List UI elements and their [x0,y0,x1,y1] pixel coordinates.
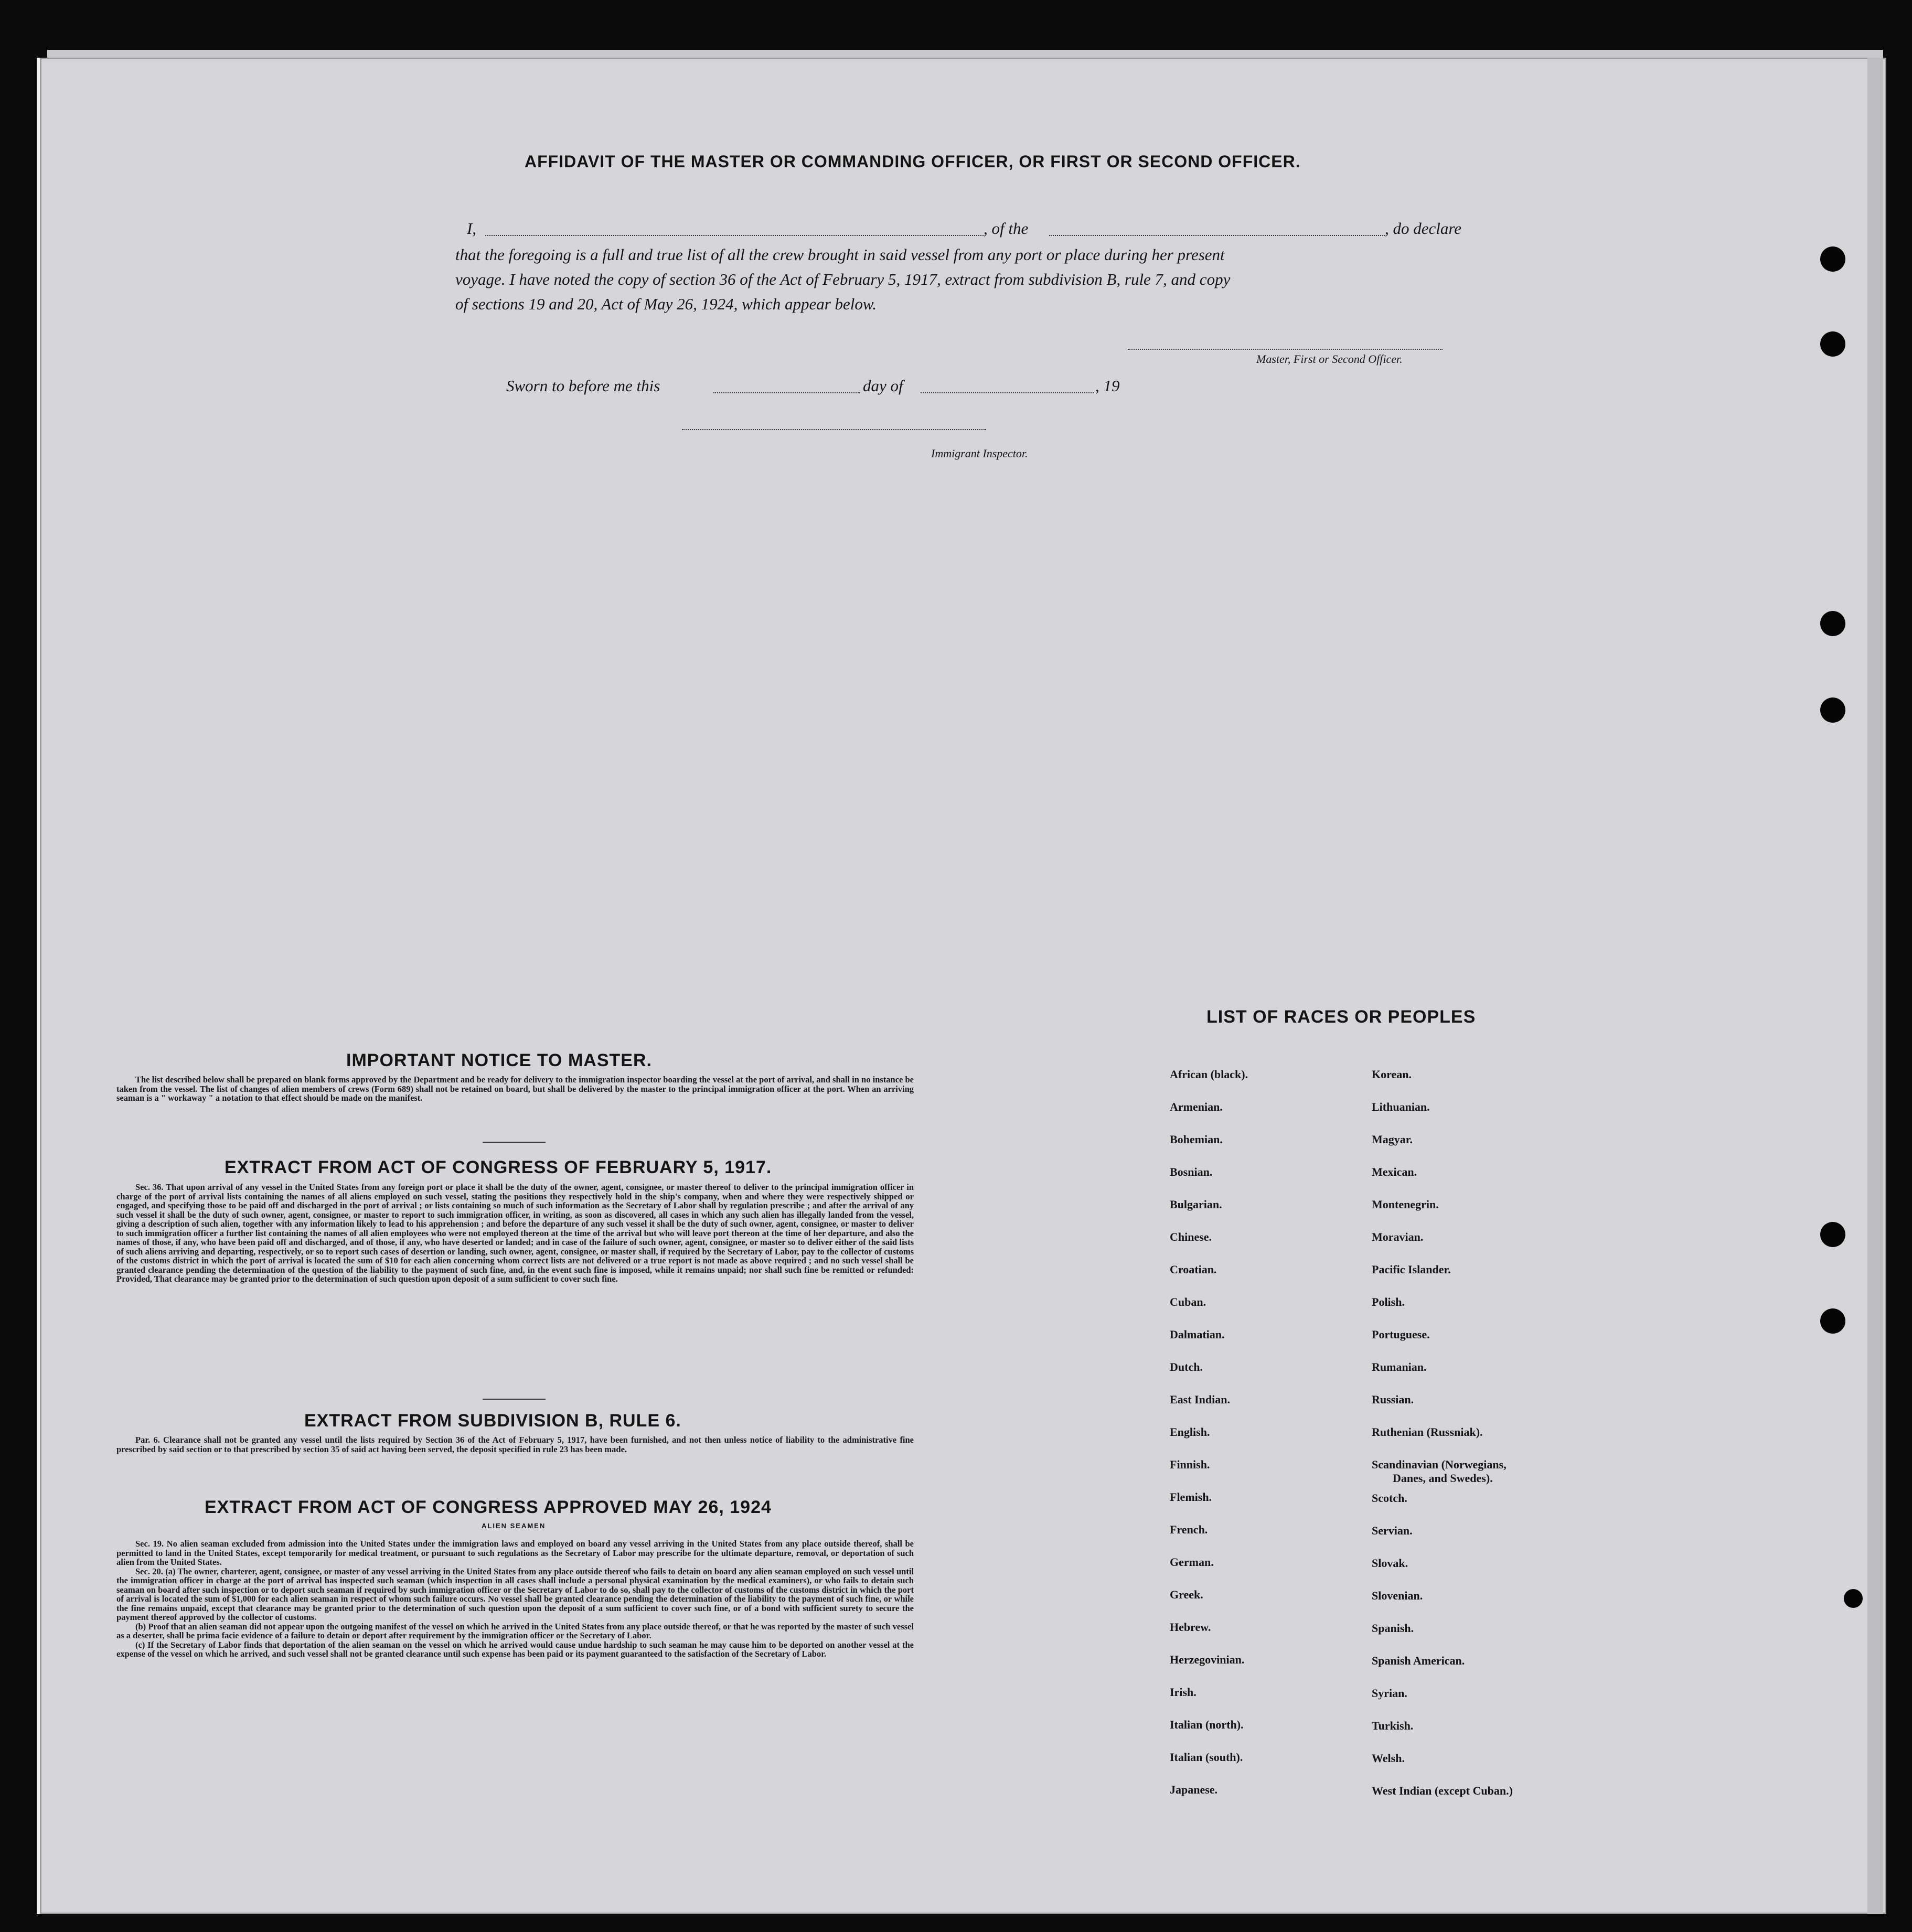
race-item: Russian. [1372,1393,1414,1406]
race-item: Moravian. [1372,1230,1424,1243]
race-item: Greek. [1170,1588,1203,1601]
race-item: Dutch. [1170,1360,1203,1373]
race-item: Lithuanian. [1372,1100,1430,1113]
race-item: Polish. [1372,1295,1405,1308]
race-item: Dalmatian. [1170,1328,1225,1341]
race-item: Irish. [1170,1686,1197,1699]
race-item: Turkish. [1372,1719,1414,1732]
year-text: , 19 [1095,377,1120,395]
race-item: Slovak. [1372,1557,1408,1570]
sec-20c-paragraph: (c) If the Secretary of Labor finds that deportation of the alien seaman on the vessel on which he arrived would cause undue hardship to such seaman he may cause him to be deported on another vessel at the expense of the vessel on which he arrived, and such vessel shall not be granted clearance until such expense has been paid or its payment guaranteed to the satisfaction of the Secretary of Labor. [116,1639,914,1659]
race-item: Spanish. [1372,1622,1414,1635]
race-item: Mexican. [1372,1165,1417,1178]
race-item: Danes, and Swedes). [1393,1472,1493,1485]
master-caption: Master, First or Second Officer. [1256,352,1403,366]
extract-1924-title: EXTRACT FROM ACT OF CONGRESS APPROVED MAY 26, 1924 [205,1497,772,1517]
sec-19-paragraph: Sec. 19. No alien seaman excluded from admission into the United States under the immigration laws and employed on board any vessel arriving in the United States from any place outside thereof, shall be permitted to land in the United States, except temporarily for medical treatment, or pursuant to such regulations as the Secretary of Labor may prescribe for the ultimate departure, removal, or deportation of such alien from the United States. [116,1539,914,1567]
inspector-caption: Immigrant Inspector. [931,447,1028,460]
sworn-month-line [921,392,1094,393]
sec-20b-paragraph: (b) Proof that an alien seaman did not appear upon the outgoing manifest of the vessel on which he arrived in the United States from any place outside thereof, or that he was reported by the master of such vessel as a deserter, shall be prima facie evidence of a failure to detain or deport after requirement by the immigration officer or the Secretary of Labor. [116,1621,914,1640]
punch-hole [1820,611,1845,636]
race-item: Slovenian. [1372,1589,1423,1602]
punch-hole [1820,1308,1845,1334]
race-item: Finnish. [1170,1458,1210,1471]
race-item: Pacific Islander. [1372,1263,1451,1276]
sec-20a-paragraph: Sec. 20. (a) The owner, charterer, agent, consignee, or master of any vessel arriving in the United States from any place outside thereof who fails to detain on board any alien seaman employed on such vessel until the immigration officer in charge at the port of arrival has inspected such seaman (which inspection in all cases shall include a personal physical examination by the medical examiners), or who fails to detain such seaman on board after such inspection or to deport such seaman if required by such immigration officer or the Secretary of Labor to do so, shall pay to the collector of customs of the customs district in which the port of arrival is located the sum of $1,000 for each alien seaman in respect of whom such failure occurs. No vessel shall be granted clearance pending the determination of the liability to the payment of such fine, or while the fine remains unpaid, except that clearance may be granted prior to the determination of such question upon the deposit of a sum sufficient to cover such fine, or of a bond with sufficient surety to secure the payment thereof approved by the collector of customs. [116,1566,914,1622]
notice-title: IMPORTANT NOTICE TO MASTER. [346,1050,652,1070]
race-item: Welsh. [1372,1752,1405,1765]
punch-hole [1820,1222,1845,1247]
race-item: Korean. [1372,1068,1412,1081]
race-item: Bulgarian. [1170,1198,1222,1211]
affidavit-declare: , do declare [1385,219,1462,238]
race-item: Flemish. [1170,1490,1212,1504]
race-item: West Indian (except Cuban.) [1372,1784,1513,1797]
race-item: East Indian. [1170,1393,1230,1406]
affidavit-line-3: voyage. I have noted the copy of section 36 of the Act of February 5, 1917, extract from subdivision B, rule 7, and copy [455,270,1231,288]
race-item: English. [1170,1425,1210,1439]
separator [483,1399,546,1400]
race-item: Hebrew. [1170,1620,1211,1634]
affidavit-of-the: , of the [984,219,1029,238]
affidavit-line-4: of sections 19 and 20, Act of May 26, 1924, which appear below. [455,295,877,313]
race-item: Magyar. [1372,1133,1413,1146]
race-item: African (black). [1170,1068,1248,1081]
race-item: Rumanian. [1372,1360,1427,1373]
race-item: French. [1170,1523,1208,1536]
race-item: Italian (north). [1170,1718,1244,1731]
race-item: Armenian. [1170,1100,1223,1113]
page-edge [1867,58,1883,1914]
races-title: LIST OF RACES OR PEOPLES [1206,1007,1476,1027]
affidavit-line-2: that the foregoing is a full and true list of all the crew brought in said vessel from any port or place during her present [455,245,1225,264]
race-item: Scandinavian (Norwegians, [1372,1458,1507,1471]
day-of-text: day of [863,377,903,395]
race-item: Bohemian. [1170,1133,1223,1146]
sec-36-paragraph: Sec. 36. That upon arrival of any vessel in the United States from any foreign port or place it shall be the duty of the owner, agent, consignee, or master thereof to deliver to the principal immigration officer in charge of the port of arrival lists containing the names of all aliens employed on such vessel, stating the positions they respectively hold in the ship's company, when and where they were respectively shipped or engaged, and specifying those to be paid off and discharged in the port of arrival ; or lists containing so much of such information as the Secretary of Labor shall by regulation prescribe ; and after the arrival of any such vessel it shall be the duty of such owner, agent, consignee, or master to report to such immigration officer, in writing, as soon as discovered, all cases in which any such alien has illegally landed from the vessel, giving a description of such alien, together with any information likely to lead to his apprehension ; and before the departure of any such vessel it shall be the duty of such owner, agent, consignee, or master to deliver to such immigration officer a further list containing the names of all alien employees who were not employed thereon at the time of the arrival but who will leave port thereon at the time of her departure, and also the names of those, if any, who have been paid off and discharged, and of those, if any, who have deserted or landed; and in case of the failure of such owner, agent, consignee, or master so to deliver either of the said lists of such aliens arriving and departing, respectively, or so to report such cases of desertion or landing, such owner, agent, consignee, or master shall, if required by the Secretary of Labor, pay to the collector of customs of the customs district in which the port of arrival is located the sum of $10 for each alien concerning whom correct lists are not delivered or a true report is not made as above required ; and no such vessel shall be granted clearance pending the determination of the question of the liability to the payment of such fine, and, in the event such fine is imposed, while it remains unpaid; nor shall such fine be remitted or refunded: Provided, That clearance may be granted prior to the determination of such question upon deposit of a sum sufficient to cover such fine. [116,1182,914,1284]
extract-1924-text [116,1539,914,1659]
affidavit-title: AFFIDAVIT OF THE MASTER OR COMMANDING OFFICER, OR FIRST OR SECOND OFFICER. [525,152,1301,171]
race-item: Syrian. [1372,1687,1407,1700]
race-item: Herzegovinian. [1170,1653,1245,1666]
name-blank-line [485,235,984,236]
race-item: Spanish American. [1372,1654,1465,1667]
notice-paragraph: The list described below shall be prepared on blank forms approved by the Department and be ready for delivery to the immigration inspector boarding the vessel at the port of arrival, and shall in no instance be taken from the vessel. The list of changes of alien members of crews (Form 689) shall not be retained on board, but shall be delivered by the master to the principal immigration officer at the port. When an arriving seaman is a " workaway " a notation to that effect should be made on the manifest. [116,1075,914,1103]
race-item: Cuban. [1170,1295,1206,1308]
race-item: Portuguese. [1372,1328,1430,1341]
punch-hole [1844,1589,1863,1608]
extract-1917-title: EXTRACT FROM ACT OF CONGRESS OF FEBRUARY 5, 1917. [225,1157,772,1177]
race-item: Montenegrin. [1372,1198,1439,1211]
par-6-paragraph: Par. 6. Clearance shall not be granted any vessel until the lists required by Section 36 of the Act of February 5, 1917, have been furnished, and not then unless notice of liability to the administrative fine prescribed by said section or to that prescribed by section 35 of said act having been served, the deposit specified in rule 23 has been made. [116,1435,914,1454]
rule-6-text [116,1435,914,1454]
alien-seamen-subtitle: ALIEN SEAMEN [482,1522,546,1530]
race-item: Chinese. [1170,1230,1212,1243]
race-item: Servian. [1372,1524,1413,1537]
sworn-text: Sworn to before me this [506,377,660,395]
notice-text [116,1075,914,1103]
vessel-blank-line [1049,235,1385,236]
race-item: Italian (south). [1170,1751,1243,1764]
affidavit-i: I, [467,219,477,238]
race-item: German. [1170,1555,1214,1569]
race-item: Ruthenian (Russniak). [1372,1425,1483,1439]
master-signature-line [1128,349,1443,350]
race-item: Croatian. [1170,1263,1217,1276]
rule-6-title: EXTRACT FROM SUBDIVISION B, RULE 6. [304,1411,681,1431]
punch-hole [1820,697,1845,723]
sworn-day-line [713,392,860,393]
punch-hole [1820,246,1845,272]
inspector-signature-line [682,429,986,430]
race-item: Bosnian. [1170,1165,1213,1178]
race-item: Japanese. [1170,1783,1218,1796]
race-item: Scotch. [1372,1491,1407,1505]
extract-1917-text [116,1183,914,1284]
separator [483,1142,546,1143]
punch-hole [1820,331,1845,357]
